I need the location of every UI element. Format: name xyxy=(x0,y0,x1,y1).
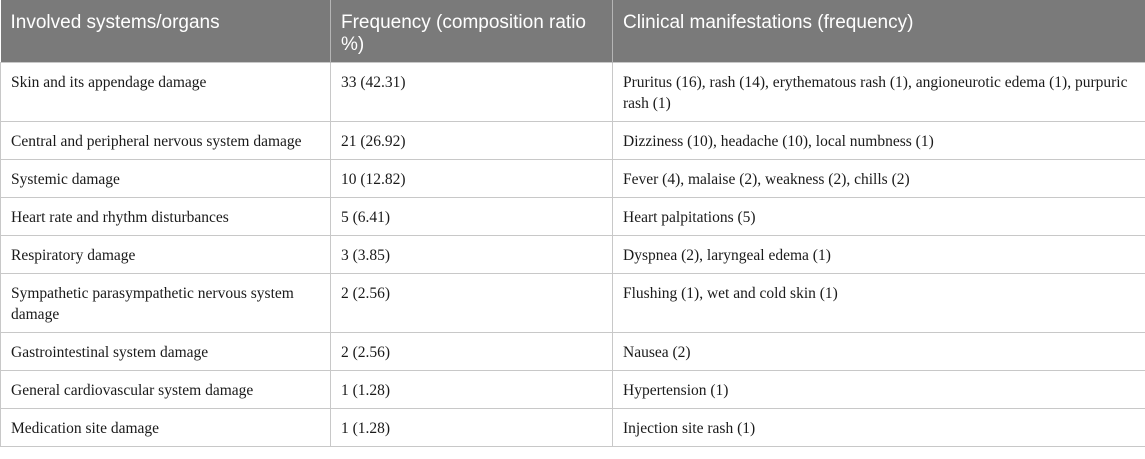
cell-frequency: 21 (26.92) xyxy=(331,122,613,160)
cell-system: Systemic damage xyxy=(1,160,331,198)
header-systems-organs: Involved systems/organs xyxy=(1,0,331,63)
header-frequency: Frequency (composition ratio %) xyxy=(331,0,613,63)
header-clinical-manifestations: Clinical manifestations (frequency) xyxy=(613,0,1145,63)
cell-manifestations: Pruritus (16), rash (14), erythematous rash (1), angioneurotic edema (1), purpuric rash (1) xyxy=(613,63,1145,122)
cell-frequency: 2 (2.56) xyxy=(331,274,613,333)
cell-manifestations: Dyspnea (2), laryngeal edema (1) xyxy=(613,236,1145,274)
table-row xyxy=(1,122,1145,160)
cell-frequency: 5 (6.41) xyxy=(331,198,613,236)
cell-system: Gastrointestinal system damage xyxy=(1,333,331,371)
cell-system: Medication site damage xyxy=(1,409,331,447)
table-row xyxy=(1,409,1145,447)
table-row xyxy=(1,198,1145,236)
cell-system: Skin and its appendage damage xyxy=(1,63,331,122)
cell-manifestations: Nausea (2) xyxy=(613,333,1145,371)
cell-frequency: 33 (42.31) xyxy=(331,63,613,122)
table-row xyxy=(1,236,1145,274)
cell-system: Central and peripheral nervous system damage xyxy=(1,122,331,160)
cell-frequency: 1 (1.28) xyxy=(331,409,613,447)
table-row xyxy=(1,160,1145,198)
cell-frequency: 1 (1.28) xyxy=(331,371,613,409)
cell-system: Respiratory damage xyxy=(1,236,331,274)
table-body xyxy=(1,63,1145,447)
table-row xyxy=(1,371,1145,409)
header-row xyxy=(1,0,1145,63)
cell-manifestations: Hypertension (1) xyxy=(613,371,1145,409)
cell-frequency: 10 (12.82) xyxy=(331,160,613,198)
table-row xyxy=(1,333,1145,371)
cell-system: Heart rate and rhythm disturbances xyxy=(1,198,331,236)
cell-manifestations: Fever (4), malaise (2), weakness (2), chills (2) xyxy=(613,160,1145,198)
cell-system: Sympathetic parasympathetic nervous system damage xyxy=(1,274,331,333)
cell-system: General cardiovascular system damage xyxy=(1,371,331,409)
cell-manifestations: Dizziness (10), headache (10), local numbness (1) xyxy=(613,122,1145,160)
cell-manifestations: Injection site rash (1) xyxy=(613,409,1145,447)
cell-manifestations: Heart palpitations (5) xyxy=(613,198,1145,236)
cell-manifestations: Flushing (1), wet and cold skin (1) xyxy=(613,274,1145,333)
cell-frequency: 2 (2.56) xyxy=(331,333,613,371)
cell-frequency: 3 (3.85) xyxy=(331,236,613,274)
table-row xyxy=(1,63,1145,122)
table-header xyxy=(1,0,1145,63)
table-row xyxy=(1,274,1145,333)
